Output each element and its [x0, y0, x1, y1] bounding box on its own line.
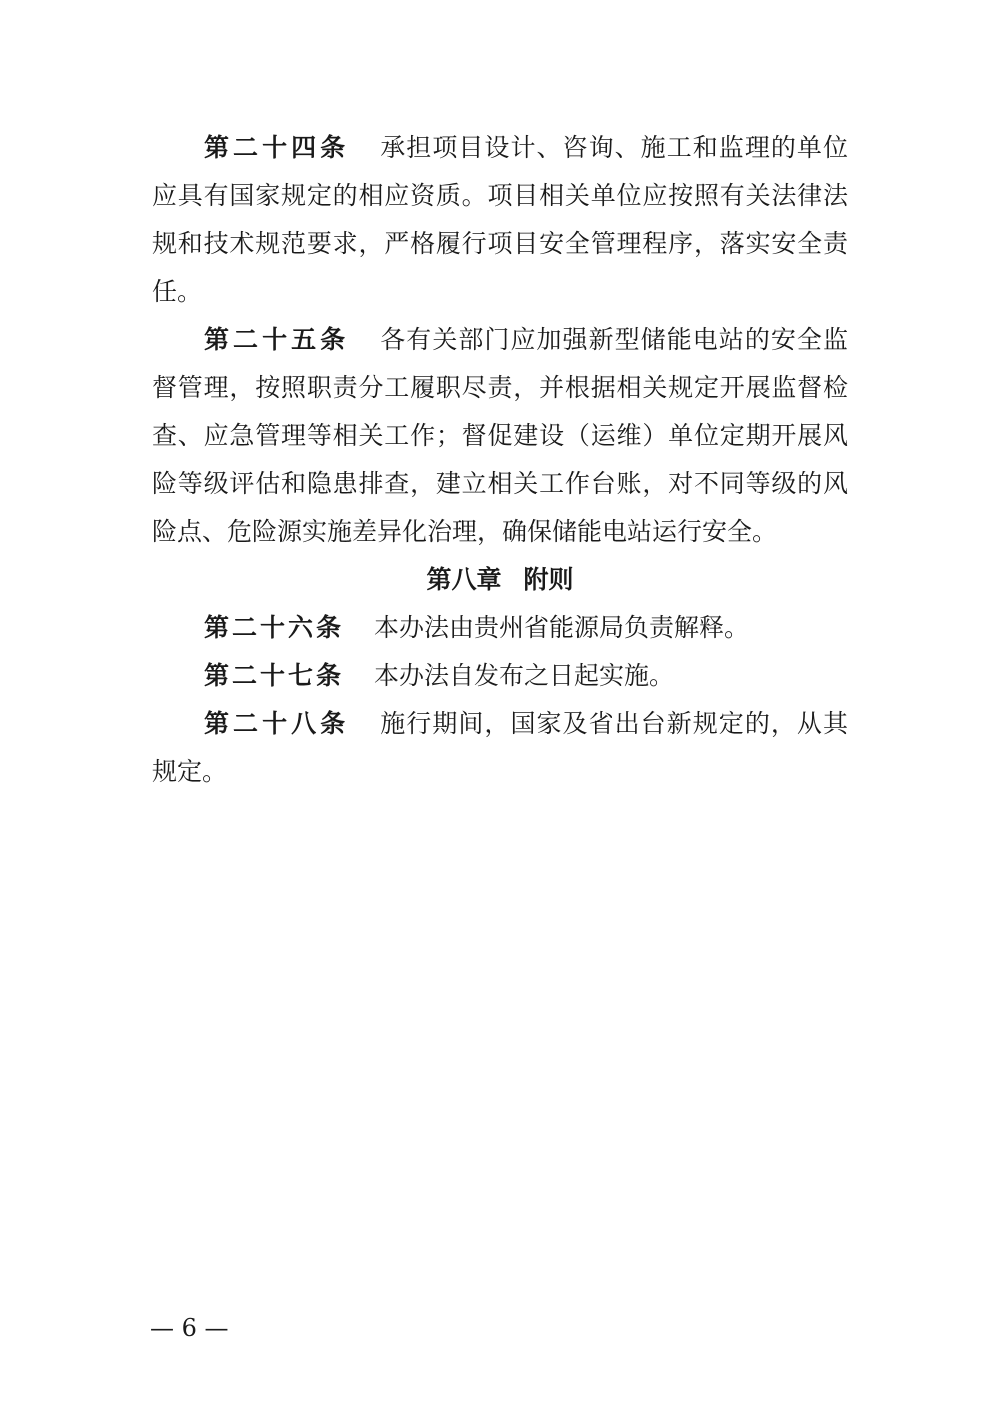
article-number: 第二十七条: [204, 661, 345, 690]
article-text: 承担项目设计、咨询、施工和监理的单位应具有国家规定的相应资质。项目相关单位应按照有关法律法规和技术规范要求，严格履行项目安全管理程序，落实安全责任。: [152, 133, 848, 306]
article-text: 本办法自发布之日起实施。: [374, 661, 675, 690]
article-number: 第二十八条: [204, 709, 350, 738]
article-number: 第二十六条: [204, 613, 345, 642]
article-26: [152, 604, 848, 652]
article-25: [152, 316, 848, 556]
chapter-title: 附则: [523, 565, 574, 594]
chapter-number: 第八章: [426, 565, 502, 594]
page-number: — 6 —: [150, 1314, 229, 1342]
article-text: 各有关部门应加强新型储能电站的安全监督管理，按照职责分工履职尽责，并根据相关规定开展监督检查、应急管理等相关工作；督促建设（运维）单位定期开展风险等级评估和隐患排查，建立相关工作台账，对不同等级的风险点、危险源实施差异化治理，确保储能电站运行安全。: [152, 325, 848, 546]
article-27: [152, 652, 848, 700]
chapter-heading: [152, 556, 848, 604]
article-number: 第二十五条: [204, 325, 350, 354]
article-text: 施行期间，国家及省出台新规定的，从其规定。: [152, 709, 848, 786]
article-text: 本办法由贵州省能源局负责解释。: [374, 613, 750, 642]
article-number: 第二十四条: [204, 133, 350, 162]
article-24: [152, 124, 848, 316]
article-28: [152, 700, 848, 796]
document-body: [152, 124, 848, 796]
